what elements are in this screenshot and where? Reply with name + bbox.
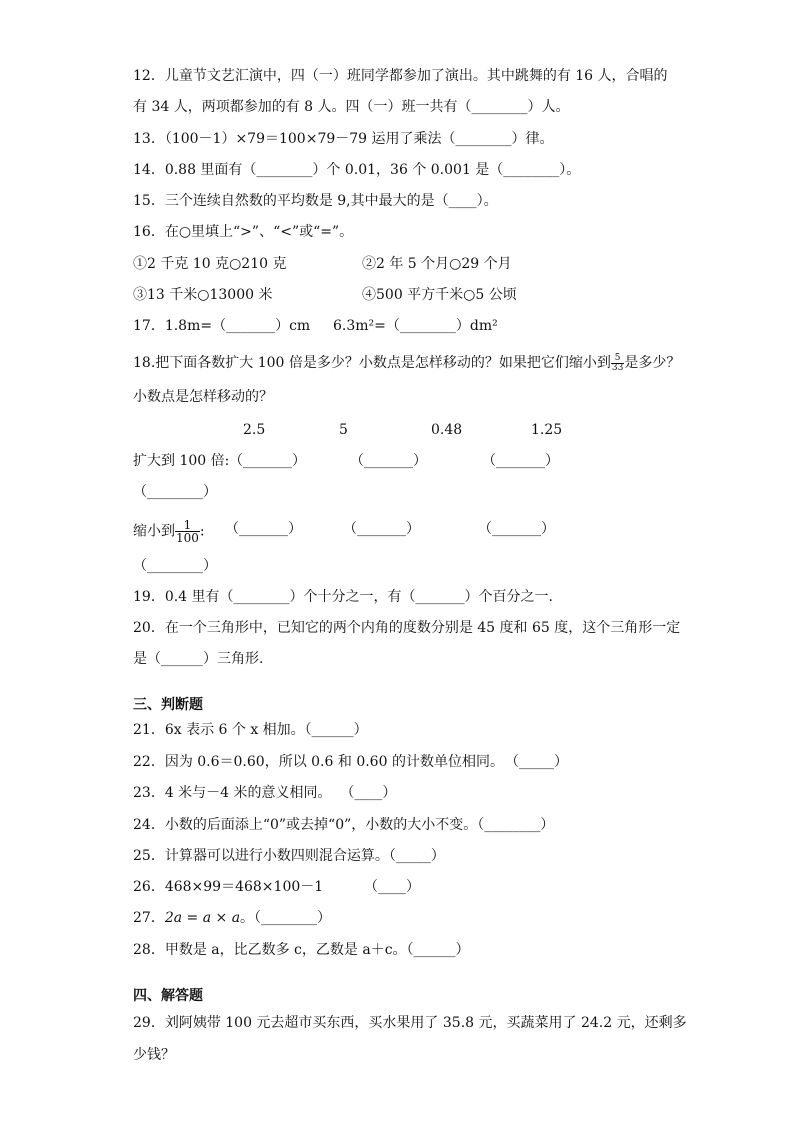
q17-part-a: 17．1.8m=（_______）cm bbox=[133, 318, 311, 334]
q18-number-3: 0.48 bbox=[431, 422, 463, 438]
q16-item-1: ①2 千克 10 克○210 克 bbox=[133, 256, 287, 272]
q16-stem: 16．在○里填上“>”、“<”或“=”。 bbox=[133, 224, 354, 240]
q18-shrink-label-text: 缩小到 bbox=[133, 523, 175, 540]
q16-item-3: ③13 千米○13000 米 bbox=[133, 287, 273, 303]
q18-fraction-numerator: 5 bbox=[611, 354, 624, 364]
q18-shrink-blank-3: （_______） bbox=[478, 521, 555, 537]
q29-line1: 29．刘阿姨带 100 元去超市买东西，买水果用了 35.8 元，买蔬菜用了 24.2 元，还剩多 bbox=[133, 1015, 687, 1031]
q18-expand-blank-4: （________） bbox=[133, 484, 217, 500]
question-19: 19．0.4 里有（________）个十分之一，有（_______）个百分之一. bbox=[133, 589, 553, 605]
q18-fraction-denominator: 33 bbox=[611, 362, 624, 373]
q18-shrink-blank-1: （_______） bbox=[225, 521, 302, 537]
q18-number-1: 2.5 bbox=[243, 422, 266, 438]
q22-text: 22．因为 0.6＝0.60，所以 0.6 和 0.60 的计数单位相同。 bbox=[133, 754, 504, 770]
question-27 bbox=[133, 908, 331, 928]
q20-line2: 是（______）三角形. bbox=[133, 651, 264, 667]
q22-blank: （_____） bbox=[505, 754, 568, 770]
q18-shrink-colon: : bbox=[199, 523, 205, 540]
q18-shrink-blank-2: （_______） bbox=[343, 521, 420, 537]
q18-shrink-numerator: 1 bbox=[175, 519, 200, 532]
q18-fraction bbox=[611, 354, 624, 373]
question-15: 15．三个连续自然数的平均数是 9,其中最大的是（____）。 bbox=[133, 193, 498, 209]
q18-shrink-fraction bbox=[175, 519, 200, 544]
q27-number: 27． bbox=[133, 910, 165, 926]
q18-shrink-denominator: 100 bbox=[176, 531, 199, 545]
q16-item-2: ②2 年 5 个月○29 个月 bbox=[362, 256, 512, 272]
q18-expand-label: 扩大到 100 倍: bbox=[133, 453, 230, 469]
q26-text: 26．468×99＝468×100－1 bbox=[133, 879, 324, 895]
q18-shrink-blank-4: （________） bbox=[133, 558, 217, 574]
section-heading-judgment: 三、判断题 bbox=[133, 697, 203, 713]
question-28: 28．甲数是 a，比乙数多 c，乙数是 a＋c。（______） bbox=[133, 942, 470, 958]
q18-number-2: 5 bbox=[339, 422, 348, 438]
q18-expand-blank-2: （_______） bbox=[350, 453, 427, 469]
q18-line1-pre: 18.把下面各数扩大 100 倍是多少？小数点是怎样移动的？如果把它们缩小到 bbox=[133, 355, 611, 371]
q20-line1: 20．在一个三角形中，已知它的两个内角的度数分别是 45 度和 65 度，这个三角形一定 bbox=[133, 620, 681, 636]
question-13: 13．（100－1）×79＝100×79－79 运用了乘法（________）律。 bbox=[133, 131, 554, 147]
section-heading-solve: 四、解答题 bbox=[133, 988, 203, 1004]
q18-expand-blank-1: （_______） bbox=[229, 453, 306, 469]
q18-shrink-label bbox=[133, 519, 205, 544]
q18-line2: 小数点是怎样移动的？ bbox=[133, 389, 273, 405]
q18-line1 bbox=[133, 353, 680, 373]
question-24: 24．小数的后面添上“0”或去掉“0”，小数的大小不变。（________） bbox=[133, 817, 555, 833]
q18-number-4: 1.25 bbox=[531, 422, 563, 438]
q12-line2: 有 34 人，两项都参加的有 8 人。四（一）班一共有（________）人。 bbox=[133, 99, 570, 115]
question-21: 21．6x 表示 6 个 x 相加。（______） bbox=[133, 722, 368, 738]
question-14: 14．0.88 里面有（________）个 0.01，36 个 0.001 是（________）。 bbox=[133, 162, 581, 178]
q16-item-4: ④500 平方千米○5 公顷 bbox=[362, 287, 517, 303]
question-23: 23．4 米与－4 米的意义相同。 （____） bbox=[133, 785, 397, 801]
q27-tail: 。（________） bbox=[240, 910, 332, 926]
q26-blank: （____） bbox=[364, 879, 420, 895]
question-25: 25．计算器可以进行小数四则混合运算。（_____） bbox=[133, 848, 445, 864]
q27-expression: 2a = a × a bbox=[164, 910, 241, 926]
q18-line1-post: 是多少？ bbox=[624, 355, 681, 371]
q18-expand-blank-3: （_______） bbox=[482, 453, 559, 469]
q29-line2: 少钱？ bbox=[133, 1047, 175, 1063]
q17-part-b: 6.3m²=（________）dm² bbox=[333, 318, 498, 334]
q12-line1: 12．儿童节文艺汇演中，四（一）班同学都参加了演出。其中跳舞的有 16 人，合唱的 bbox=[133, 68, 668, 84]
